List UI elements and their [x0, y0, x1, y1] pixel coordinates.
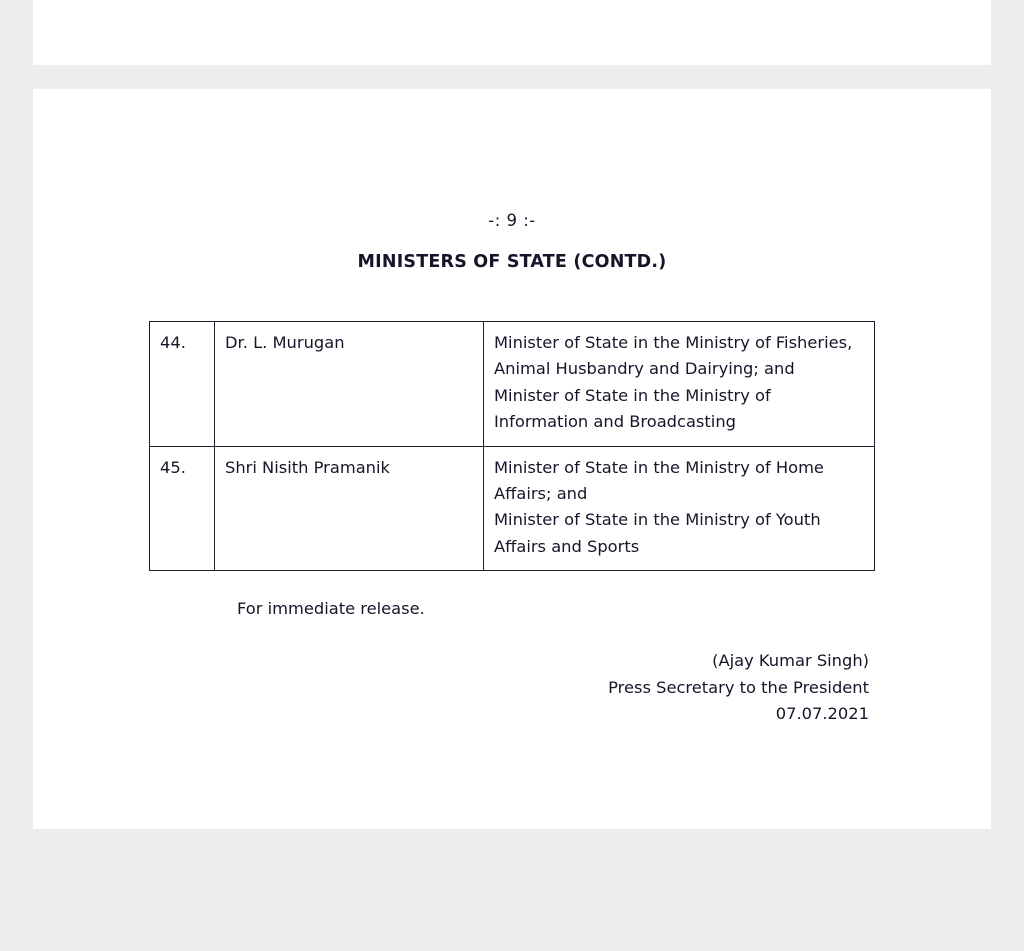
page-title: MINISTERS OF STATE (CONTD.) [357, 252, 667, 272]
release-note: For immediate release. [237, 599, 425, 619]
signature-block [33, 648, 991, 728]
signatory-designation: Press Secretary to the President [608, 677, 869, 697]
row-number: 45. [150, 446, 215, 571]
page-number: -: 9 :- [488, 211, 536, 230]
signature-date: 07.07.2021 [775, 704, 869, 724]
minister-name: Shri Nisith Pramanik [215, 446, 484, 571]
minister-portfolio: Minister of State in the Ministry of Home Affairs; and Minister of State in the Ministry of Youth Affairs and Sports [484, 446, 875, 571]
signatory-name: (Ajay Kumar Singh) [712, 651, 869, 671]
minister-portfolio: Minister of State in the Ministry of Fisheries, Animal Husbandry and Dairying; and Minister of State in the Ministry of Information and Broadcasting [484, 322, 875, 447]
previous-page-fragment [33, 0, 991, 65]
table-row [150, 446, 875, 571]
table-row [150, 322, 875, 447]
minister-name: Dr. L. Murugan [215, 322, 484, 447]
ministers-table [149, 321, 875, 571]
row-number: 44. [150, 322, 215, 447]
document-page [33, 89, 991, 829]
